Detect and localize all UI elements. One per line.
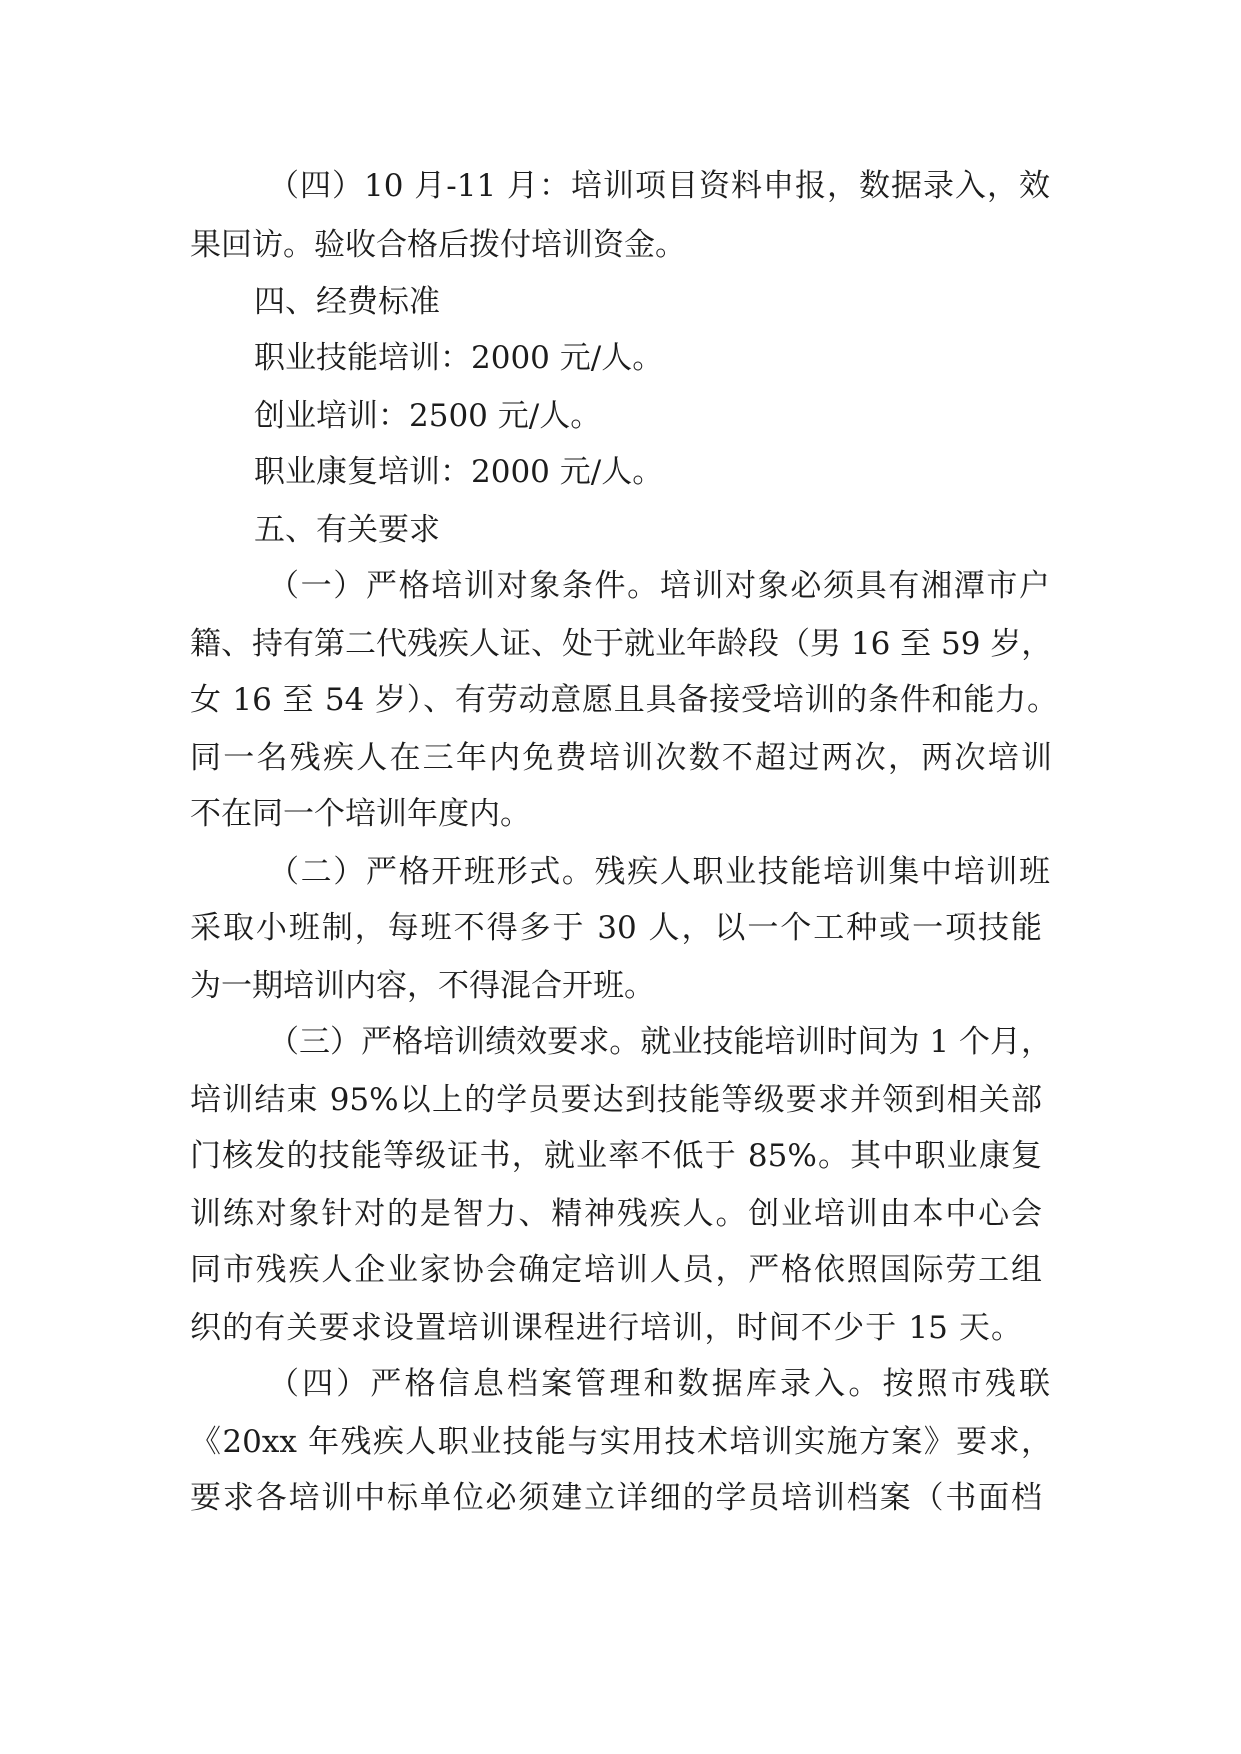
paragraph-line: （四）严格信息档案管理和数据库录入。按照市残联 bbox=[268, 1366, 1050, 1402]
paragraph-line: 训练对象针对的是智力、精神残疾人。创业培训由本中心会 bbox=[190, 1196, 1042, 1232]
paragraph-line: 创业培训：2500 元/人。 bbox=[254, 398, 602, 434]
paragraph-line: 不在同一个培训年度内。 bbox=[190, 796, 531, 832]
paragraph-line: 果回访。验收合格后拨付培训资金。 bbox=[190, 227, 686, 263]
paragraph-line: （四）10 月-11 月：培训项目资料申报，数据录入，效 bbox=[268, 168, 1050, 204]
paragraph-line: （一）严格培训对象条件。培训对象必须具有湘潭市户 bbox=[268, 568, 1050, 604]
paragraph-line: 为一期培训内容，不得混合开班。 bbox=[190, 968, 655, 1004]
paragraph-line: 女 16 至 54 岁）、有劳动意愿且具备接受培训的条件和能力。 bbox=[190, 682, 1058, 718]
paragraph-line: 籍、持有第二代残疾人证、处于就业年龄段（男 16 至 59 岁， bbox=[190, 626, 1053, 662]
paragraph-line: 职业技能培训：2000 元/人。 bbox=[254, 340, 664, 376]
paragraph-line: 同市残疾人企业家协会确定培训人员，严格依照国际劳工组 bbox=[190, 1252, 1042, 1288]
paragraph-line: 织的有关要求设置培训课程进行培训，时间不少于 15 天。 bbox=[190, 1310, 1022, 1346]
section-heading: 四、经费标准 bbox=[254, 284, 440, 320]
paragraph-line: 门核发的技能等级证书，就业率不低于 85%。其中职业康复 bbox=[190, 1138, 1042, 1174]
paragraph-line: 《20xx 年残疾人职业技能与实用技术培训实施方案》要求， bbox=[190, 1424, 1052, 1460]
paragraph-line: 培训结束 95%以上的学员要达到技能等级要求并领到相关部 bbox=[190, 1082, 1042, 1118]
paragraph-line: 同一名残疾人在三年内免费培训次数不超过两次，两次培训 bbox=[190, 740, 1052, 776]
paragraph-line: （三）严格培训绩效要求。就业技能培训时间为 1 个月， bbox=[268, 1024, 1052, 1060]
paragraph-line: （二）严格开班形式。残疾人职业技能培训集中培训班 bbox=[268, 854, 1050, 890]
paragraph-line: 职业康复培训：2000 元/人。 bbox=[254, 454, 664, 490]
section-heading: 五、有关要求 bbox=[254, 512, 440, 548]
paragraph-line: 要求各培训中标单位必须建立详细的学员培训档案（书面档 bbox=[190, 1480, 1042, 1516]
paragraph-line: 采取小班制，每班不得多于 30 人，以一个工种或一项技能 bbox=[190, 910, 1042, 946]
